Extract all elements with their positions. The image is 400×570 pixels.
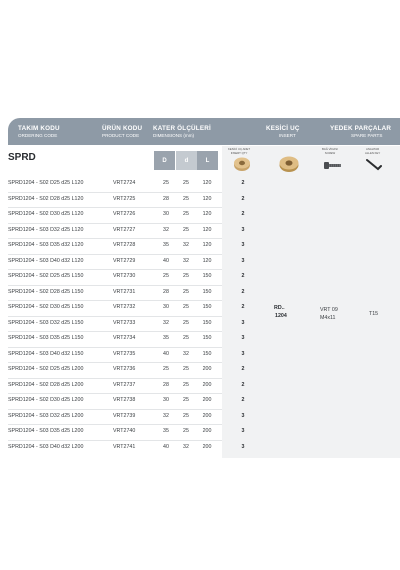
dim-d-cell: 25 (183, 428, 189, 434)
dim-D-cell: 25 (163, 366, 169, 372)
wrench-label-text: ANAHTAR ALLEN KEY (365, 147, 381, 155)
insert-qty-label (228, 147, 250, 155)
product-code-cell: VRT2731 (113, 288, 136, 295)
product-code-cell: VRT2733 (113, 319, 136, 326)
ordering-code-subheading: ORDERING CODE (18, 133, 58, 138)
dimensions-heading: KATER ÖLÇÜLERİ (153, 125, 211, 132)
table-row (0, 254, 400, 270)
dim-d-cell: 32 (183, 350, 189, 357)
product-code-cell: VRT2737 (113, 381, 136, 388)
insert-qty-image-icon (232, 156, 252, 172)
dim-L-cell: 200 (202, 428, 212, 434)
screw-icon (322, 160, 344, 172)
table-row (0, 347, 400, 363)
dim-L-cell: 120 (202, 242, 212, 248)
dim-d-cell: 32 (183, 257, 189, 264)
product-code-cell: VRT2732 (113, 304, 136, 310)
ordering-code-cell: SPRD1204 - S03 D40 d32 L120 (8, 257, 84, 264)
product-code-cell: VRT2734 (113, 335, 136, 341)
dim-d-cell: 25 (183, 226, 189, 233)
insert-qty-cell: 3 (241, 412, 245, 419)
dim-d-cell: 25 (183, 195, 189, 202)
table-row (0, 378, 400, 394)
screw-label (322, 147, 338, 155)
insert-code-line1: RD.. (274, 305, 285, 311)
ordering-code-cell: SPRD1204 - S02 D30 d25 L150 (8, 304, 84, 310)
dim-L-cell: 200 (202, 366, 212, 372)
ordering-code-cell: SPRD1204 - S02 D28 d25 L120 (8, 195, 84, 202)
allen-key-code: T15 (369, 311, 379, 317)
table-row (0, 409, 400, 425)
dim-D-cell: 25 (163, 180, 169, 186)
dim-d-cell: 25 (183, 412, 189, 419)
table-row (0, 285, 400, 301)
table-row (0, 238, 400, 254)
table-row (0, 207, 400, 223)
table-row (0, 331, 400, 347)
insert-qty-cell: 2 (241, 288, 245, 295)
dim-d-label: d (176, 151, 197, 170)
table-row (0, 393, 400, 409)
ordering-code-cell: SPRD1204 - S02 D28 d25 L200 (8, 381, 84, 388)
insert-qty-cell: 2 (241, 397, 245, 403)
dim-d-cell: 25 (183, 180, 189, 186)
dim-D-cell: 40 (163, 350, 169, 357)
product-code-cell: VRT2738 (113, 397, 136, 403)
dim-L-cell: 120 (202, 257, 212, 264)
table-row (0, 440, 400, 456)
insert-qty-cell: 3 (241, 428, 245, 434)
table-row (0, 362, 400, 378)
table-header (8, 118, 400, 145)
table-row (0, 176, 400, 192)
product-code-cell: VRT2741 (113, 443, 136, 450)
insert-subheading: INSERT (279, 133, 296, 138)
insert-qty-cell: 2 (241, 381, 245, 388)
insert-qty-cell: 2 (241, 180, 245, 186)
ordering-code-cell: SPRD1204 - S03 D32 d25 L120 (8, 226, 84, 233)
ordering-code-cell: SPRD1204 - S02 D25 d25 L120 (8, 180, 84, 186)
screw-code-line2: M4x11 (320, 315, 336, 321)
product-code-cell: VRT2728 (113, 242, 136, 248)
dim-L-cell: 120 (202, 180, 212, 186)
dimensions-subheading: DIMENSIONS (mm) (153, 133, 195, 138)
insert-qty-cell: 2 (241, 304, 245, 310)
dim-D-cell: 25 (163, 273, 169, 279)
dim-L-cell: 120 (202, 226, 212, 233)
dim-L-cell: 150 (202, 304, 212, 310)
round-insert-icon (278, 155, 300, 173)
dim-d-cell: 32 (183, 242, 189, 248)
dim-d-cell: 25 (183, 366, 189, 372)
ordering-code-cell: SPRD1204 - S02 D30 d25 L120 (8, 211, 84, 217)
ordering-code-cell: SPRD1204 - S02 D30 d25 L200 (8, 397, 84, 403)
ordering-code-cell: SPRD1204 - S02 D25 d25 L200 (8, 366, 84, 372)
dim-d-cell: 25 (183, 273, 189, 279)
dim-d-cell: 25 (183, 319, 189, 326)
insert-code-line2: 1204 (275, 313, 287, 319)
dim-D-cell: 32 (163, 226, 169, 233)
insert-qty-cell: 3 (241, 257, 245, 264)
dim-D-cell: 30 (163, 397, 169, 403)
dim-d-cell: 25 (183, 397, 189, 403)
insert-qty-cell: 3 (241, 242, 245, 248)
ordering-code-cell: SPRD1204 - S02 D25 d25 L150 (8, 273, 84, 279)
insert-qty-cell: 2 (241, 273, 245, 279)
dim-D-cell: 40 (163, 257, 169, 264)
product-code-cell: VRT2724 (113, 180, 136, 186)
table-row (0, 424, 400, 440)
insert-qty-cell: 2 (241, 366, 245, 372)
series-title: SPRD (8, 152, 36, 163)
dim-L-cell: 200 (202, 412, 212, 419)
insert-heading: KESİCİ UÇ (266, 125, 300, 132)
dim-D-cell: 28 (163, 381, 169, 388)
dim-D-cell: 30 (163, 211, 169, 217)
ordering-code-cell: SPRD1204 - S03 D35 d32 L120 (8, 242, 84, 248)
insert-qty-cell: 3 (241, 335, 245, 341)
insert-qty-cell: 3 (241, 350, 245, 357)
dim-D-cell: 40 (163, 443, 169, 450)
dim-D-cell: 32 (163, 412, 169, 419)
insert-qty-cell: 3 (241, 319, 245, 326)
screw-code-line1: VRT 09 (320, 307, 338, 313)
dim-D-cell: 35 (163, 335, 169, 341)
ordering-code-cell: SPRD1204 - S03 D35 d25 L200 (8, 428, 84, 434)
insert-qty-cell: 3 (241, 226, 245, 233)
dim-D-label: D (154, 151, 175, 170)
ordering-code-cell: SPRD1204 - S03 D40 d32 L200 (8, 443, 84, 450)
dim-L-cell: 150 (202, 288, 212, 295)
product-code-cell: VRT2739 (113, 412, 136, 419)
screw-label-text: BAĞ VİDASI SCREW (322, 147, 338, 155)
spare-parts-subheading: SPARE PARTS (351, 133, 383, 138)
dim-d-cell: 25 (183, 335, 189, 341)
table-row (0, 192, 400, 208)
dim-d-cell: 25 (183, 211, 189, 217)
dim-D-cell: 35 (163, 428, 169, 434)
dim-d-cell: 25 (183, 304, 189, 310)
dim-d-cell: 25 (183, 381, 189, 388)
table-row (0, 300, 400, 316)
product-code-cell: VRT2729 (113, 257, 136, 264)
wrench-label (365, 147, 380, 155)
product-code-cell: VRT2727 (113, 226, 136, 233)
table-row (0, 316, 400, 332)
dim-D-cell: 30 (163, 304, 169, 310)
product-code-cell: VRT2725 (113, 195, 136, 202)
table-row (0, 223, 400, 239)
product-code-cell: VRT2730 (113, 273, 136, 279)
spare-parts-heading: YEDEK PARÇALAR (330, 125, 392, 132)
dim-L-cell: 150 (202, 319, 212, 326)
dim-L-cell: 200 (202, 443, 212, 450)
dim-L-cell: 150 (202, 350, 212, 357)
dim-d-cell: 32 (183, 443, 189, 450)
ordering-code-cell: SPRD1204 - S03 D32 d25 L200 (8, 412, 84, 419)
dim-L-cell: 150 (202, 273, 212, 279)
dim-d-cell: 25 (183, 288, 189, 295)
product-code-cell: VRT2735 (113, 350, 136, 357)
dim-L-cell: 150 (202, 335, 212, 341)
product-code-cell: VRT2736 (113, 366, 136, 372)
dim-D-cell: 35 (163, 242, 169, 248)
insert-qty-label-tr: KESİCİ UÇ ADET INSERT QTY (228, 147, 251, 155)
insert-qty-cell: 2 (241, 211, 245, 217)
ordering-code-cell: SPRD1204 - S03 D35 d25 L150 (8, 335, 84, 341)
insert-qty-cell: 3 (241, 443, 245, 450)
product-code-cell: VRT2726 (113, 211, 136, 217)
dim-L-cell: 200 (202, 397, 212, 403)
dim-D-cell: 28 (163, 195, 169, 202)
dim-L-label: L (197, 151, 218, 170)
insert-qty-cell: 2 (241, 195, 245, 202)
dim-L-cell: 200 (202, 381, 212, 388)
allen-key-icon (364, 157, 384, 175)
product-code-heading: ÜRÜN KODU (102, 125, 143, 132)
ordering-code-cell: SPRD1204 - S02 D28 d25 L150 (8, 288, 84, 295)
dim-L-cell: 120 (202, 211, 212, 217)
product-code-subheading: PRODUCT CODE (102, 133, 140, 138)
dim-L-cell: 120 (202, 195, 212, 202)
dim-D-cell: 32 (163, 319, 169, 326)
ordering-code-heading: TAKIM KODU (18, 125, 60, 132)
ordering-code-cell: SPRD1204 - S03 D32 d25 L150 (8, 319, 84, 326)
ordering-code-cell: SPRD1204 - S03 D40 d32 L150 (8, 350, 84, 357)
product-code-cell: VRT2740 (113, 428, 136, 434)
table-row (0, 269, 400, 285)
dim-D-cell: 28 (163, 288, 169, 295)
